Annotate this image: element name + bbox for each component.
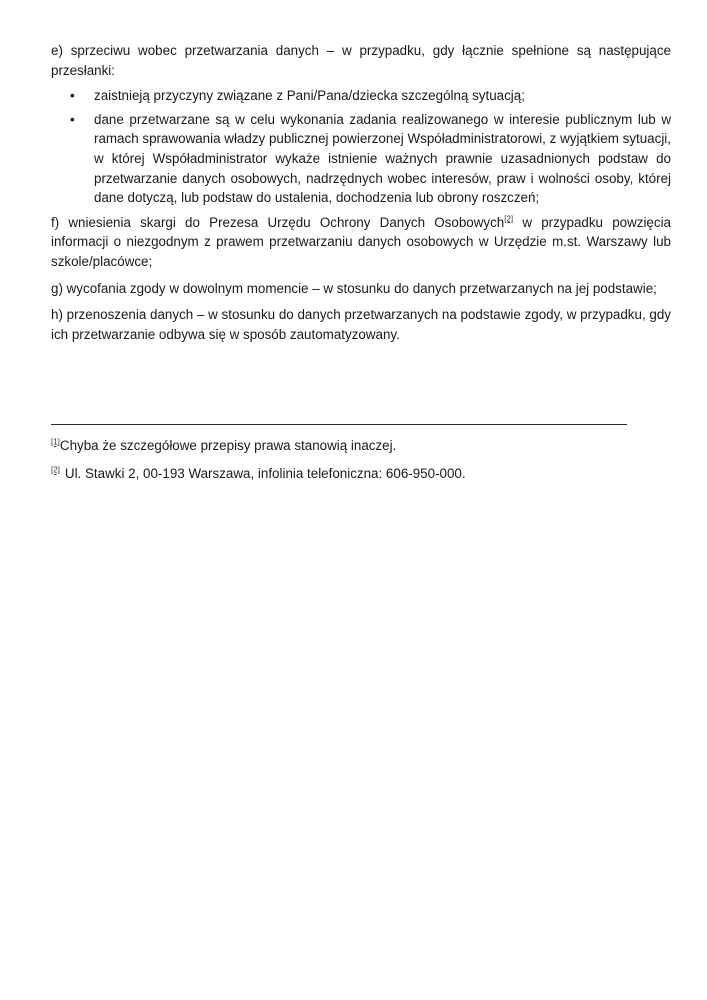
bullet-dot-icon: • xyxy=(70,88,75,104)
footnote-marker-1[interactable]: [1] xyxy=(51,437,60,447)
paragraph-e: e) sprzeciwu wobec przetwarzania danych – w przypadku, gdy łącznie spełnione są następujące przesłanki: xyxy=(51,43,671,78)
footnote-1 xyxy=(51,436,671,455)
paragraph-h: h) przenoszenia danych – w stosunku do danych przetwarzanych na podstawie zgody, w przypadku, gdy ich przetwarzanie odbywa się w sposób zautomatyzowany. xyxy=(51,307,671,342)
footnote-2 xyxy=(51,464,671,483)
footnote-text: Ul. Stawki 2, 00-193 Warszawa, infolinia telefoniczna: 606-950-000. xyxy=(64,466,466,481)
paragraph-f-text-end: w przypadku powzięcia informacji o niezgodnym z prawem przetwarzaniu danych osobowych w Urzędzie m.st. Warszawy lub szkole/placówce; xyxy=(51,214,671,269)
list-item xyxy=(51,86,671,106)
paragraph-f-text-start: f) wniesienia skargi do Prezesa Urzędu Ochrony Danych Osobowych xyxy=(51,214,505,230)
footnote-text: Chyba że szczegółowe przepisy prawa stanowią inaczej. xyxy=(59,438,397,453)
bullet-text: zaistnieją przyczyny związane z Pani/Pana/dziecka szczególną sytuacją; xyxy=(94,88,525,104)
paragraph-g: g) wycofania zgody w dowolnym momencie – w stosunku do danych przetwarzanych na jej podstawie; xyxy=(51,280,657,296)
document-body xyxy=(51,41,671,344)
bullet-text: dane przetwarzane są w celu wykonania zadania realizowanego w interesie publicznym lub w ramach sprawowania władzy publicznej powierzonej Współadministratorowi, z wyjątkiem sytuacji, w której Współadministrator wykaże istnienie ważnych prawnie uzasadnionych podstaw do przetwarzanie danych osobowych, nadrzędnych wobec interesów, praw i wolności osoby, której dane dotyczą, lub podstaw do ustalenia, dochodzenia lub obrony roszczeń; xyxy=(94,111,671,206)
bullet-list xyxy=(51,86,671,208)
bullet-dot-icon: • xyxy=(70,111,75,127)
footnote-divider xyxy=(51,424,627,425)
paragraph-f xyxy=(51,213,671,272)
footnotes xyxy=(51,436,671,492)
list-item xyxy=(51,110,671,208)
footnote-marker-2[interactable]: [2] xyxy=(51,465,60,475)
footnote-ref-2[interactable]: [2] xyxy=(504,214,514,224)
